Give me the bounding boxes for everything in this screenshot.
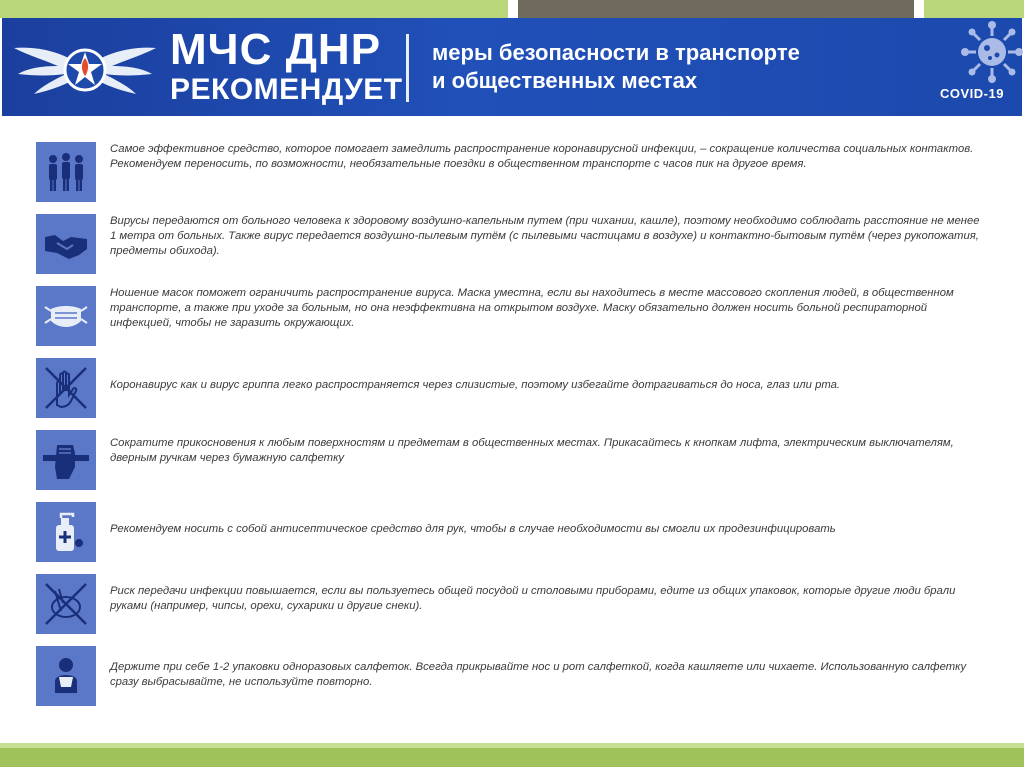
- brand-title: МЧС ДНР: [170, 25, 382, 74]
- sanitizer-icon: [36, 502, 96, 562]
- no-touch-face-icon: [36, 358, 96, 418]
- recommendation-row: [36, 286, 976, 350]
- recommendation-text: Рекомендуем носить с собой антисептическое средство для рук, чтобы в случае необходимости вы смогли их продезинфицировать: [110, 523, 836, 535]
- crowd-icon: [36, 142, 96, 202]
- banner-heading-line-1: меры безопасности в транспорте: [432, 40, 800, 65]
- recommendation-text: Сократите прикосновения к любым поверхностям и предметам в общественных местах. Прикасайтесь к кнопкам лифта, электрическим выключателям, дверным ручкам через бумажную салфетку: [110, 437, 954, 464]
- recommendation-row: [36, 646, 976, 710]
- recommendation-row: [36, 574, 976, 638]
- recommendation-row: [36, 214, 980, 278]
- recommendation-row: [36, 358, 976, 422]
- handshake-icon: [36, 214, 96, 274]
- no-shared-dishes-icon: [36, 574, 96, 634]
- brand-subtitle: РЕКОМЕНДУЕТ: [170, 73, 403, 106]
- recommendation-row: [36, 430, 976, 494]
- covid-badge: COVID-19: [940, 86, 1004, 101]
- bottom-green-bar: [0, 748, 1024, 767]
- handrail-icon: [36, 430, 96, 490]
- tissue-sneeze-icon: [36, 646, 96, 706]
- recommendation-row: [36, 142, 976, 206]
- recommendation-row: [36, 502, 976, 566]
- recommendation-text: Ношение масок поможет ограничить распространение вируса. Маска уместна, если вы находитесь в месте массового скопления людей, в общественном транспорте, а также при уходе за больным, но она неэффективна на открытом воздухе. Маску обязательно должен носить больной респираторной инфекцией, чтобы не заразить окружающих.: [110, 287, 954, 329]
- recommendation-text: Вирусы передаются от больного человека к здоровому воздушно-капельным путем (при чихании, кашле), поэтому необходимо соблюдать расстояние не менее 1 метра от больных. Также вирус передается воздушно-пылевым путём (с пылевыми частицами в воздухе) и контактно-бытовым путём (через рукопожатия, предметы обихода).: [110, 215, 980, 257]
- recommendation-text: Коронавирус как и вирус гриппа легко распространяется через слизистые, поэтому избегайте дотрагиваться до носа, глаз или рта.: [110, 379, 841, 391]
- mask-icon: [36, 286, 96, 346]
- recommendation-text: Самое эффективное средство, которое помогает замедлить распространение коронавирусной инфекции, – сокращение количества социальных контактов. Рекомендуем переносить, по возможности, необязательные поездки в общественном транспорте с часов пик на другое время.: [110, 143, 974, 170]
- recommendation-text: Держите при себе 1-2 упаковки одноразовых салфеток. Всегда прикрывайте нос и рот салфеткой, когда кашляете или чихаете. Использованную салфетку сразу выбрасывайте, не используйте повторно.: [110, 661, 967, 688]
- recommendation-text: Риск передачи инфекции повышается, если вы пользуетесь общей посудой и столовыми приборами, едите из общих упаковок, которые другие люди брали руками (например, чипсы, орехи, сухарики и другие снеки).: [110, 585, 956, 612]
- banner-heading-line-2: и общественных местах: [432, 68, 698, 93]
